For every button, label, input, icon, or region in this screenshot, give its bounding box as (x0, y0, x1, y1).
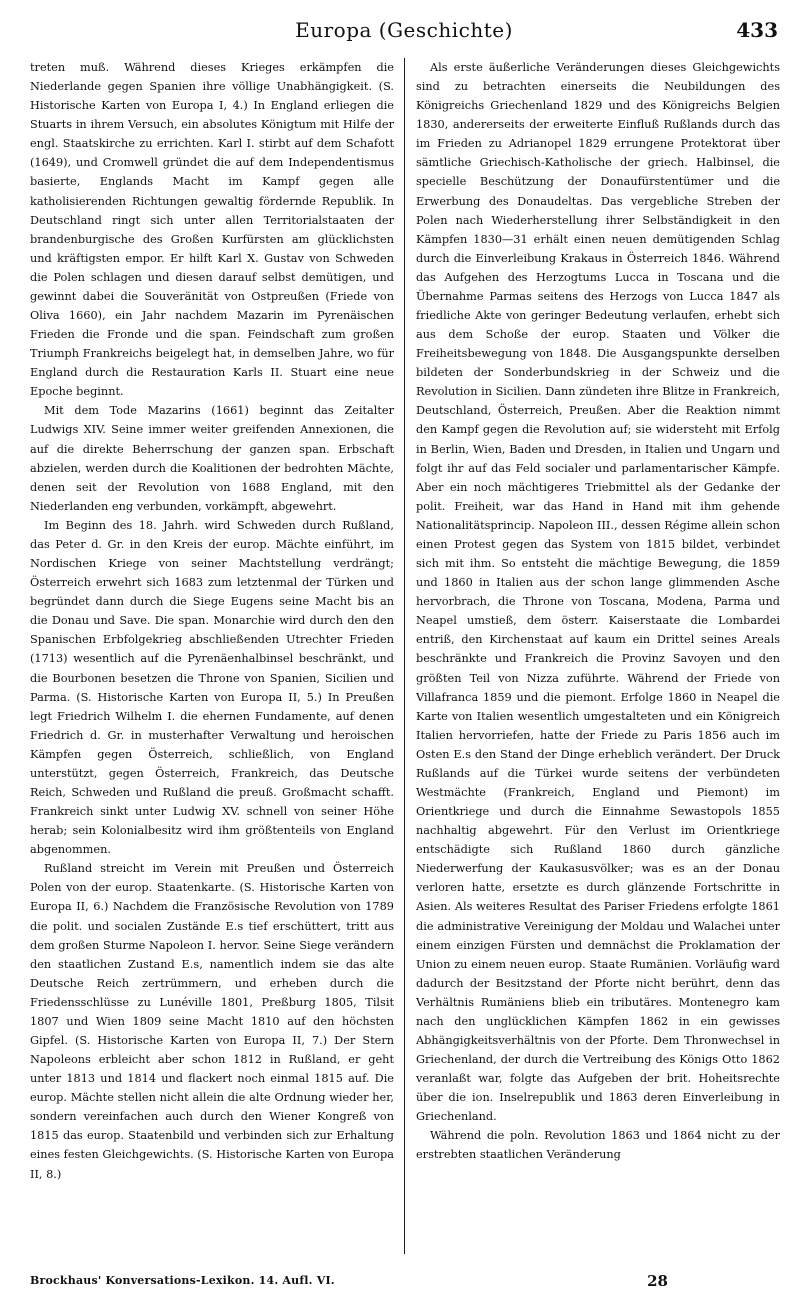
paragraph: Als erste äußerliche Veränderungen dieses Gleichgewichts sind zu betrachten einerseits die Neubildungen des Königreichs Griechenland 1829 und des Königreichs Belgien 1830, andererseits der erweiterte Einfluß Rußlands durch das im Frieden zu Adrianopel 1829 errungene Protektorat über sämtliche Griechisch-Katholische der griech. Halbinsel, die specielle Beschützung der Donaufürstentümer und die Erwerbung des Donaudeltas. Das vergebliche Streben der Polen nach Wiederherstellung ihrer Selbständigkeit in den Kämpfen 1830—31 erhält einen neuen demütigenden Schlag durch die Einverleibung Krakaus in Österreich 1846. Während das Aufgehen des Herzogtums Lucca in Toscana und die Übernahme Parmas seitens des Herzogs von Lucca 1847 als friedliche Akte von geringer Bedeutung verlaufen, erhebt sich aus dem Schoße der europ. Staaten und Völker die Freiheitsbewegung von 1848. Die Ausgangspunkte derselben bildeten der Sonderbundskrieg in der Schweiz und die Revolution in Sicilien. Dann zündeten ihre Blitze in Frankreich, Deutschland, Österreich, Preußen. Aber die Reaktion nimmt den Kampf gegen die Revolution auf; sie widersteht mit Erfolg in Berlin, Wien, Baden und Dresden, in Italien und Ungarn und folgt ihr auf das Feld socialer und parlamentarischer Kämpfe. Aber ein noch mächtigeres Triebmittel als der Gedanke der polit. Freiheit, war das Hand in Hand mit ihm gehende Nationalitätsprincip. Napoleon III., dessen Régime allein schon einen Protest gegen das System von 1815 bildet, verbindet sich mit ihm. So entsteht die mächtige Bewegung, die 1859 und 1860 in Italien aus der schon lange glimmenden Asche hervorbrach, die Throne von Toscana, Modena, Parma und Neapel umstieß, dem österr. Kaiserstaate die Lombardei entriß, den Kirchenstaat auf kaum ein Drittel seines Areals beschränkte und Frankreich die Provinz Savoyen und den größten Teil von Nizza zuführte. Während der Friede von Villafranca 1859 und die piemont. Erfolge 1860 in Neapel die Karte von Italien wesentlich umgestalteten und ein Königreich Italien hervorriefen, hatte der Friede zu Paris 1856 auch im Osten E.s den Stand der Dinge erheblich verändert. Der Druck Rußlands auf die Türkei wurde seitens der verbündeten Westmächte (Frankreich, England und Piemont) im Orientkriege und durch die Einnahme Sewastopols 1855 nachhaltig abgewehrt. Für den Verlust im Orientkriege entschädigte sich Rußland 1860 durch gänzliche Niederwerfung der Kaukasusvölker; was es an der Donau verloren hatte, ersetzte es durch glänzende Fortschritte in Asien. Als weiteres Resultat des Pariser Friedens erfolgte 1861 die administrative Vereinigung der Moldau und Walachei unter einem einzigen Fürsten und demnächst die Proklamation der Union zu einem neuen europ. Staate Rumänien. Vorläufig ward dadurch der Besitzstand der Pforte nicht berührt, denn das Verhältnis Rumäniens blieb ein tributäres. Montenegro kam nach den unglücklichen Kämpfen 1862 in ein gewisses Abhängigkeitsverhältnis von der Pforte. Dem Thronwechsel in Griechenland, der durch die Vertreibung des Königs Otto 1862 veranlaßt war, folgte das Aufgeben der brit. Hoheitsrechte über die ion. Inselrepublik und 1863 deren Einverleibung in Griechenland. (416, 61, 780, 1124)
page-title: Europa (Geschichte) (295, 18, 513, 42)
left-column (30, 58, 394, 1263)
page-number: 433 (736, 18, 778, 42)
paragraph: Mit dem Tode Mazarins (1661) beginnt das Zeitalter Ludwigs XIV. Seine immer weiter greifenden Annexionen, die auf die direkte Beherrschung der ganzen span. Erbschaft abzielen, werden durch die Koalitionen der bedrohten Mächte, denen seit der Revolution von 1688 England, mit den Niederlanden eng verbunden, vorkämpft, abgewehrt. (30, 404, 394, 513)
paragraph: Während die poln. Revolution 1863 und 1864 nicht zu der erstrebten staatlichen Veränderung (416, 1129, 780, 1162)
footer-source: Brockhaus' Konversations-Lexikon. 14. Aufl. VI. (30, 1274, 335, 1287)
sheet-signature: 28 (647, 1272, 668, 1290)
column-divider (404, 58, 405, 1254)
paragraph: Rußland streicht im Verein mit Preußen und Österreich Polen von der europ. Staatenkarte. (S. Historische Karten von Europa II, 6.) Nachdem die Französische Revolution von 1789 die polit. und socialen Zustände E.s tief erschüttert, tritt aus dem großen Sturme Napoleon I. hervor. Seine Siege verändern den staatlichen Zustand E.s, namentlich indem sie das alte Deutsche Reich zertrümmern, und erheben durch die Friedensschlüsse zu Lunéville 1801, Preßburg 1805, Tilsit 1807 und Wien 1809 seine Macht 1810 auf den höchsten Gipfel. (S. Historische Karten von Europa II, 7.) Der Stern Napoleons erbleicht aber schon 1812 in Rußland, er geht unter 1813 und 1814 und flackert noch einmal 1815 auf. Die europ. Mächte stellen nicht allein die alte Ordnung wieder her, sondern vereinfachen auch durch den Wiener Kongreß von 1815 das europ. Staatenbild und verbinden sich zur Erhaltung eines festen Gleichgewichts. (S. Historische Karten von Europa II, 8.) (30, 862, 394, 1181)
paragraph: treten muß. Während dieses Krieges erkämpfen die Niederlande gegen Spanien ihre völlige Unabhängigkeit. (S. Historische Karten von Europa I, 4.) In England erliegen die Stuarts in ihrem Versuch, ein absolutes Königtum mit Hilfe der engl. Staatskirche zu errichten. Karl I. stirbt auf dem Schafott (1649), und Cromwell gründet die auf dem Independentismus basierte, Englands Macht im Kampf gegen alle katholisierenden Richtungen gewaltig fördernde Republik. In Deutschland ringt sich unter allen Territorialstaaten der brandenburgische des Großen Kurfürsten am glücklichsten und kräftigsten empor. Er hilft Karl X. Gustav von Schweden die Polen schlagen und diesen darauf selbst demütigen, und gewinnt dabei die Souveränität von Ostpreußen (Friede von Oliva 1660), ein Jahr nachdem Mazarin im Pyrenäischen Frieden die Fronde und die span. Feindschaft zum großen Triumph Frankreichs beigelegt hat, in demselben Jahre, wo für England durch die Restauration Karls II. Stuart eine neue Epoche beginnt. (30, 61, 394, 399)
page-header (30, 14, 778, 44)
text-columns (30, 58, 780, 1263)
right-column (416, 58, 780, 1263)
paragraph: Im Beginn des 18. Jahrh. wird Schweden durch Rußland, das Peter d. Gr. in den Kreis der europ. Mächte einführt, im Nordischen Kriege von seiner Machtstellung verdrängt; Österreich erwehrt sich 1683 zum letztenmal der Türken und begründet dann durch die Siege Eugens seine Macht bis an die Donau und Save. Die span. Monarchie wird durch den den Spanischen Erbfolgekrieg abschließenden Utrechter Frieden (1713) wesentlich auf die Pyrenäenhalbinsel beschränkt, und die Bourbonen besetzen die Throne von Spanien, Sicilien und Parma. (S. Historische Karten von Europa II, 5.) In Preußen legt Friedrich Wilhelm I. die ehernen Fundamente, auf denen Friedrich d. Gr. in musterhafter Verwaltung und heroischen Kämpfen gegen Österreich, schließlich, von England unterstützt, gegen Österreich, Frankreich, das Deutsche Reich, Schweden und Rußland die preuß. Großmacht schafft. Frankreich sinkt unter Ludwig XV. schnell von seiner Höhe herab; sein Kolonialbesitz wird ihm größtenteils von England abgenommen. (30, 518, 394, 857)
page-footer (30, 1272, 778, 1294)
